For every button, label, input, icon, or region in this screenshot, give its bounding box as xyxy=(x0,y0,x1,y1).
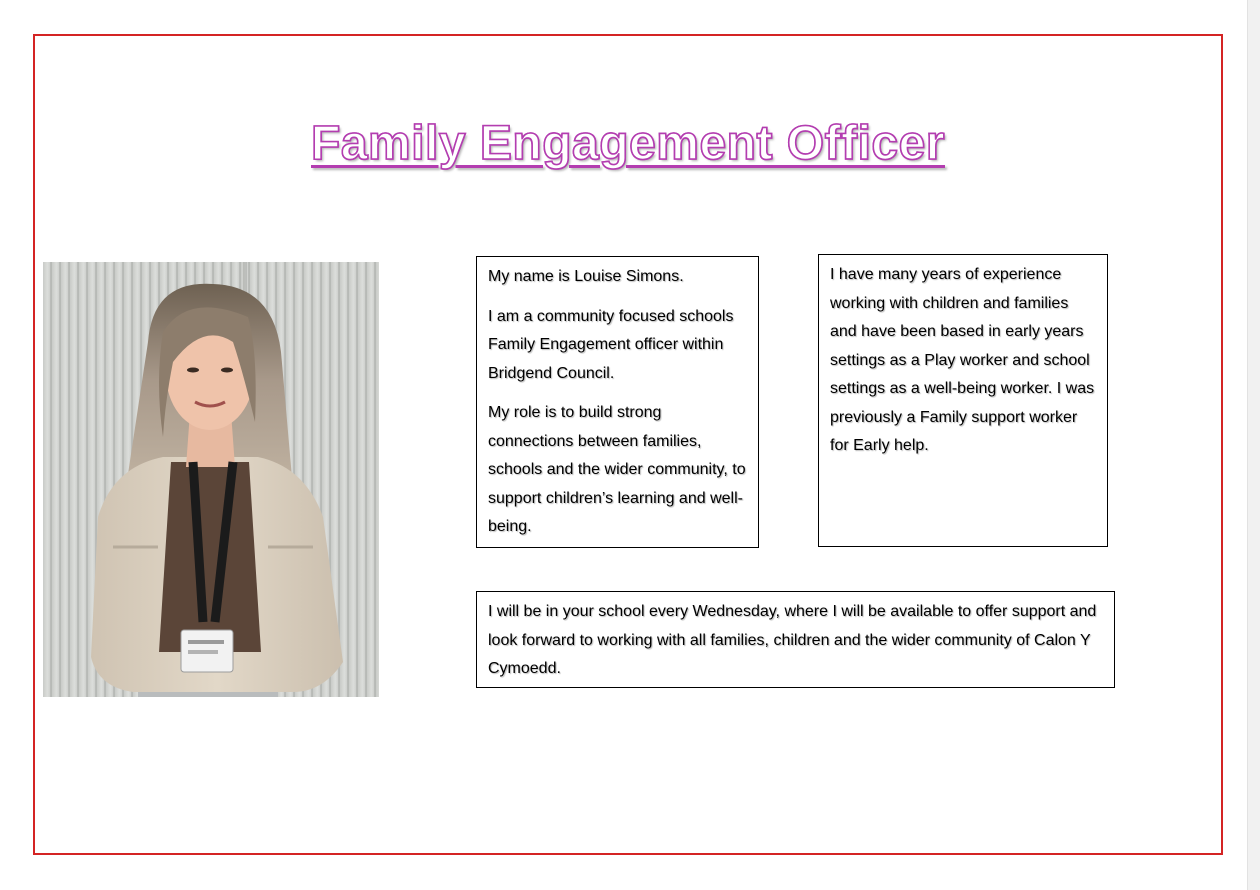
schedule-text-box xyxy=(476,591,1115,688)
intro-purpose-text: My role is to build strong connections between families, schools and the wider community, to support children’s learning and well-being. xyxy=(488,404,746,535)
intro-name-text: My name is Louise Simons. xyxy=(488,268,684,285)
experience-text-box xyxy=(818,254,1108,547)
schedule-text: I will be in your school every Wednesday, where I will be available to offer support and look forward to working with all families, children and the wider community of Calon Y Cymoedd. xyxy=(488,603,1097,677)
intro-role-text: I am a community focused schools Family Engagement officer within Bridgend Council. xyxy=(488,307,734,382)
intro-text-box xyxy=(476,256,759,548)
experience-text: I have many years of experience working with children and families and have been based in early years settings as a Play worker and school settings as a well-being worker. I was previously a Family support worker for Early help. xyxy=(830,266,1095,454)
portrait-photo xyxy=(43,262,379,697)
page-title: Family Engagement Officer xyxy=(311,117,945,170)
